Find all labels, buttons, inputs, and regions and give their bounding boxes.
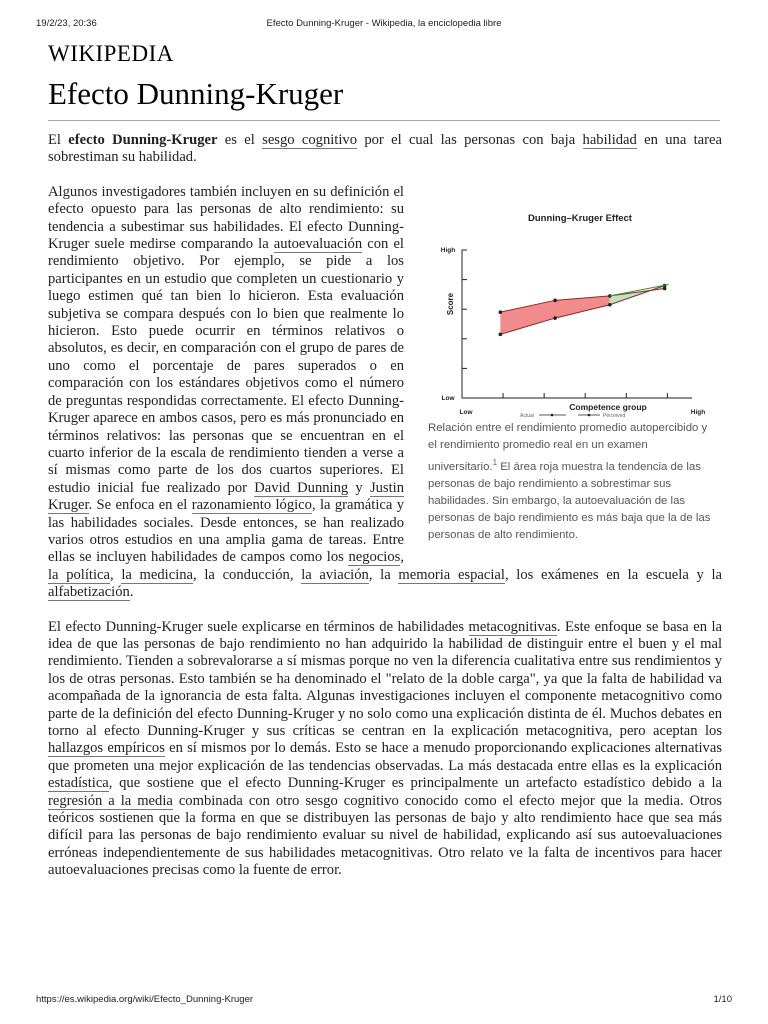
link-habilidad[interactable]: habilidad (582, 132, 637, 148)
print-datetime: 19/2/23, 20:36 (36, 18, 97, 29)
data-point-perceived (663, 286, 667, 290)
link-estadistica[interactable]: estadística (48, 775, 109, 792)
link-hallazgos-empiricos[interactable]: hallazgos empíricos (48, 740, 165, 757)
link-david-dunning[interactable]: David Dunning (254, 479, 349, 496)
link-regresion-a-la-media[interactable]: regresión a la media (48, 792, 173, 809)
data-point-perceived (499, 310, 503, 314)
print-page-title: Efecto Dunning-Kruger - Wikipedia, la enciclopedia libre (266, 18, 502, 29)
print-footer (36, 994, 732, 1008)
reference-link[interactable]: 1 (492, 457, 498, 467)
legend-label-perceived: Perceived (603, 412, 626, 419)
x-tick-label: Low (459, 408, 473, 416)
legend-label-actual: Actual (520, 412, 534, 419)
y-tick-label: Low (441, 394, 455, 402)
paragraph-3: El efecto Dunning-Kruger suele explicarse en términos de habilidades metacognitivas. Este enfoque se basa en la idea de que las personas de bajo rendimiento no han adquirido la habilidad de distinguir entre el buen y el mal rendimiento. Tienden a sobrevalorarse a sí mismas porque no ven la diferencia cualitativa entre sus rendimientos y los de otras personas. Esto también se ha denominado el "relato de la doble carga", ya que la falta de habilidad va acompañada de la ignorancia de esta falta. Algunas investigaciones incluyen el componente metacognitivo como parte de la definición del efecto Dunning-Kruger y no solo como una explicación distinta de él. Muchos debates en torno al efecto Dunning-Kruger y sus críticas se centran en la explicación metacognitiva, pero aceptan los hallazgos empíricos en sí mismos por lo demás. Esto se hace a menudo proporcionando explicaciones alternativas que prometen una mejor explicación de las tendencias observadas. La más destacada entre ellas es la explicación estadística, que sostiene que el efecto Dunning-Kruger es principalmente un artefacto estadístico debido a la regresión a la media combinada con otro sesgo cognitivo conocido como el efecto mejor que la media. Otros teóricos sostienen que la forma en que se distribuyen las personas de bajo y alto rendimiento hace que sea más difícil para las personas de bajo rendimiento evaluar su nivel de habilidad, explicando así sus autoevaluaciones erróneas independientemente de sus habilidades metacognitivas. Otro relato ve la falta de incentivos para hacer autoevaluaciones precisas como la fuente de error. (48, 618, 723, 879)
link-razonamiento-logico[interactable]: razonamiento lógico (191, 497, 312, 514)
link-alfabetizacion[interactable]: alfabetización (48, 584, 130, 601)
dunning-kruger-chart (426, 190, 722, 420)
chart-marks (499, 284, 669, 336)
chart-title: Dunning–Kruger Effect (528, 212, 632, 224)
bold-term: efecto Dunning-Kruger (68, 132, 218, 148)
chart-legend (520, 413, 625, 419)
link-negocios[interactable]: negocios (348, 549, 401, 566)
link-justin-kruger[interactable]: Justin Kruger (48, 479, 404, 514)
link-politica[interactable]: la política (48, 566, 110, 583)
chart-ticks (441, 247, 705, 416)
data-point-actual (553, 316, 557, 320)
chart-axes (462, 250, 692, 398)
data-point-actual (608, 303, 612, 307)
paragraph-2: Dunning–Kruger Effect High Low Low High Score Competence group Actual Perceived Relación entre el rendimiento promedio autopercibido y el rendimiento promedio real en un examen universitario.$^1$ El área roja muestra la tendencia de las personas de bajo rendimiento a sobrestimar sus habilidades. Sin embargo, la autoevaluación de las personas de bajo rendimiento es más baja que la de las personas de alto rendimiento. Algunos investigadores también incluyen en su definición el efecto opuesto para las personas de alto rendimiento: su tendencia a subestimar sus habilidades. El efecto Dunning-Kruger suele medirse comparando la autoevaluación con el rendimiento objetivo. Por ejemplo, se pide a los participantes en un estudio que completen un cuestionario y luego estimen qué tan bien lo hicieron. Esta evaluación subjetiva se compara después con lo bien que realmente lo hicieron. Esto puede ocurrir en términos relativos o absolutos, es decir, en comparación con el grupo de pares de uno como el porcentaje de pares superados o en comparación con los estándares objetivos como el número de preguntas respondidas correctamente. El efecto Dunning-Kruger aparece en ambos casos, pero es más pronunciado en términos relativos: las personas que se encuentran en el cuarto inferior de la escala de rendimiento tienden a verse a sí mismas como parte de los dos cuartos superiores. El estudio inicial fue realizado por David Dunning y Justin Kruger. Se enfoca en el razonamiento lógico, la gramática y las habilidades sociales. Desde entonces, se han realizado varios otros estudios en una amplia gama de tareas. Entre ellas se incluyen habilidades de campos como los negocios, la política, la medicina, la conducción, la aviación, la memoria espacial, los exámenes en la escuela y la alfabetización. (48, 183, 723, 601)
figure-thumb (426, 190, 722, 544)
link-medicina[interactable]: la medicina (121, 566, 194, 583)
link-memoria-espacial[interactable]: memoria espacial (398, 566, 505, 583)
chart-container[interactable] (426, 190, 722, 420)
link-autoevaluacion[interactable]: autoevaluación (273, 236, 363, 253)
data-point-actual (499, 332, 503, 336)
x-tick-label: High (690, 408, 706, 416)
data-point-perceived (553, 298, 557, 302)
print-url: https://es.wikipedia.org/wiki/Efecto_Dunning-Kruger (36, 994, 254, 1005)
link-aviacion[interactable]: la aviación (301, 566, 369, 583)
paragraph-intro: El efecto Dunning-Kruger es el sesgo cognitivo por el cual las personas con baja habilidad en una tarea sobrestiman su habilidad. (48, 132, 722, 166)
legend-marker-actual (551, 414, 554, 417)
link-sesgo-cognitivo[interactable]: sesgo cognitivo (262, 132, 358, 148)
wikipedia-logo[interactable]: WIKIPEDIA (48, 41, 174, 66)
y-tick-label: High (440, 246, 456, 254)
article-title: Efecto Dunning-Kruger (48, 76, 720, 121)
print-header (36, 18, 732, 32)
legend-marker-perceived (588, 414, 591, 417)
figure-caption: Relación entre el rendimiento promedio autopercibido y el rendimiento promedio real en un examen universitario.$^1$ El área roja muestra la tendencia de las personas de bajo rendimiento a sobrestimar sus habilidades. Sin embargo, la autoevaluación de las personas de bajo rendimiento es más baja que la de las personas de alto rendimiento. (428, 421, 711, 541)
chart-y-label: Score (446, 292, 455, 315)
link-metacognitivas[interactable]: metacognitivas (468, 618, 557, 635)
print-page-number: 1/10 (713, 994, 732, 1005)
chart-x-label: Competence group (569, 401, 647, 412)
article-content (48, 132, 722, 897)
